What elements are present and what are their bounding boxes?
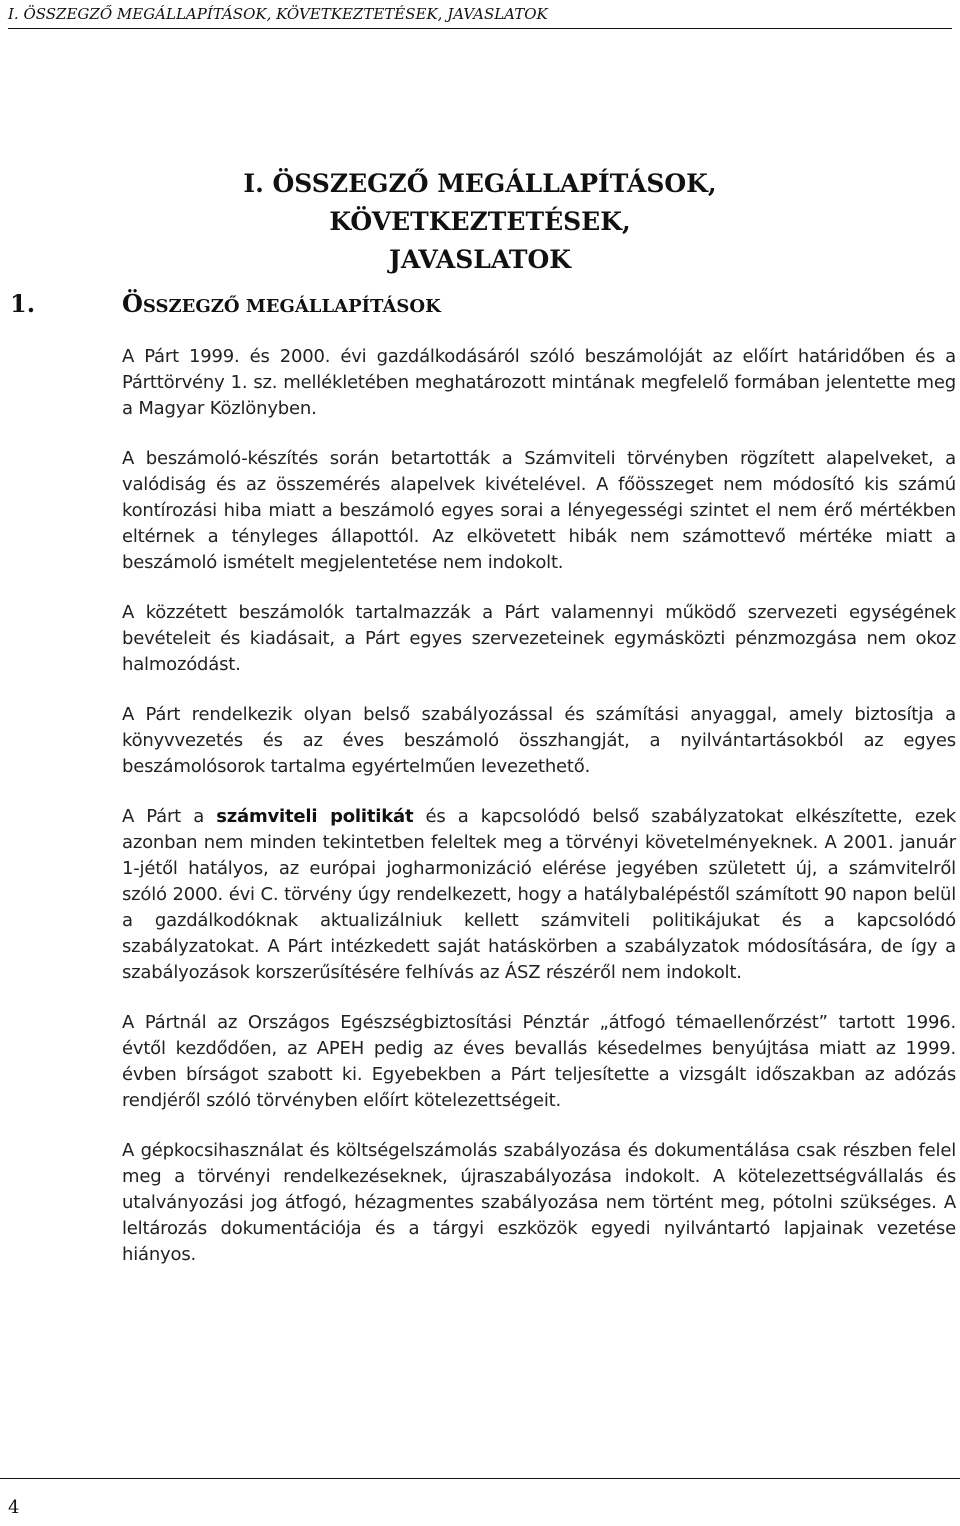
paragraph-7: A gépkocsihasználat és költségelszámolás szabályozása és dokumentálása csak részben felel meg a törvényi rendelkezéseknek, újraszabályozása indokolt. A kötelezettségvállalás és utalványozási jog átfogó, hézagmentes szabályozása nem történt meg, pótolni szükséges. A leltározás dokumentációja és a tárgyi eszközök egyedi nyilvántartó lapjainak vezetése hiányos.: [122, 1140, 956, 1265]
section-number: 1.: [10, 289, 36, 318]
paragraph-4: A Párt rendelkezik olyan belső szabályozással és számítási anyaggal, amely biztosítja a könyvvezetés és az éves beszámoló összhangját, a nyilvántartásokból az egyes beszámolósorok tartalma egyértelműen levezethető.: [122, 704, 956, 777]
section-title-rest: SSZEGZŐ MEGÁLLAPÍTÁSOK: [142, 296, 441, 317]
chapter-title-line-1: I. ÖSSZEGZŐ MEGÁLLAPÍTÁSOK, KÖVETKEZTETÉSEK,: [243, 169, 717, 236]
running-header-title: I. ÖSSZEGZŐ MEGÁLLAPÍTÁSOK, KÖVETKEZTETÉSEK, JAVASLATOK: [8, 5, 548, 23]
paragraph-5-end: és a kapcsolódó belső szabályzatokat elkészítette, ezek azonban nem minden tekintetben feleltek meg a törvényi követelményeknek. A 2001. január 1-jétől hatályos, az európai jogharmonizáció elérése jegyében született új, a számvitelről szóló 2000. évi C. törvény úgy rendelkezett, hogy a hatálybalépéstől számított 90 napon belül a gazdálkodóknak aktualizálniuk kellett számviteli politikájukat és a kapcsolódó szabályzatokat. A Párt intézkedett saját hatáskörben a szabályzatok módosítására, de így a szabályozások korszerűsítésére felhívás az ÁSZ részéről nem indokolt.: [122, 806, 956, 983]
paragraph-3: A közzétett beszámolók tartalmazzák a Párt valamennyi működő szervezeti egységének bevételeit és kiadásait, a Párt egyes szervezeteinek egymásközti pénzmozgása nem okoz halmozódást.: [122, 602, 956, 675]
body-text: [122, 344, 956, 1292]
page-number: 4: [8, 1497, 20, 1518]
paragraph-5: [122, 804, 956, 986]
paragraph-5-start: A Párt a: [122, 806, 217, 827]
running-header: [8, 4, 952, 29]
paragraph-6: A Pártnál az Országos Egészségbiztosítási Pénztár „átfogó témaellenőrzést” tartott 1996. évtől kezdődően, az APEH pedig az éves bevallás késedelmes benyújtása miatt az 1999. évben bírságot szabott ki. Egyebekben a Párt teljesítette a vizsgált időszakban az adózás rendjéről szóló törvényben előírt kötelezettségeit.: [122, 1012, 956, 1111]
section-heading: [10, 289, 441, 322]
paragraph-1: A Párt 1999. és 2000. évi gazdálkodásáról szóló beszámolóját az előírt határidőben és a Párttörvény 1. sz. mellékletében meghatározott mintának megfelelő formában jelentette meg a Magyar Közlönyben.: [122, 346, 956, 419]
chapter-title: [100, 165, 860, 279]
chapter-title-line-2: JAVASLATOK: [388, 245, 572, 274]
footer-rule: [0, 1478, 960, 1479]
paragraph-2: A beszámoló-készítés során betartották a Számviteli törvényben rögzített alapelveket, a valódiság és az összemérés alapelvek kivételével. A főösszeget nem módosító kis számú kontírozási hiba miatt a beszámoló egyes sorai a lényegességi szintet el nem érő mértékben eltérnek a tényleges állapottól. Az elkövetett hibák nem számottevő mértéke miatt a beszámoló ismételt megjelentetése nem indokolt.: [122, 448, 956, 573]
section-title-initial: Ö: [122, 289, 143, 318]
paragraph-5-emphasis: számviteli politikát: [216, 806, 414, 827]
